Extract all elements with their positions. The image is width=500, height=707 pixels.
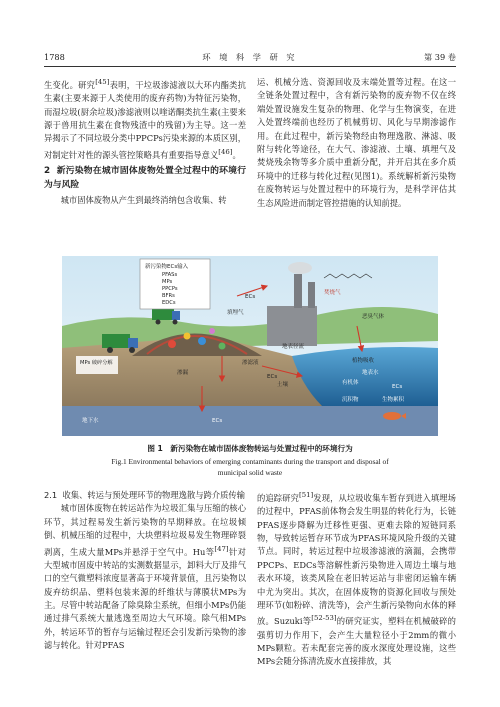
svg-text:BFRs: BFRs (162, 293, 175, 299)
citation[interactable]: [52-53] (311, 614, 337, 623)
figure-ref[interactable]: 1 (370, 170, 377, 181)
chimney (308, 282, 315, 308)
subsection-heading: 2.1 收集、转运与预处理环节的物理逸散与跨介质传输 (44, 490, 246, 500)
chimney (294, 274, 302, 308)
fig-label-inputs: 新污染物ECs输入 (145, 264, 189, 270)
figure-illustration (62, 256, 438, 436)
citation[interactable]: [51] (299, 491, 314, 499)
svg-text:MPs: MPs (162, 279, 173, 285)
section-heading: 2 新污染物在城市固体废物处置全过程中的环境行为与风险 (44, 165, 246, 190)
svg-text:地下水: 地下水 (82, 418, 99, 424)
smoke (288, 262, 312, 274)
svg-text:地表水: 地表水 (362, 370, 379, 376)
svg-text:ECs: ECs (392, 384, 403, 390)
figure-caption-cn: 图 1 新污染物在城市固体废物转运与处置过程中的环境行为 (147, 444, 353, 453)
svg-text:地表径流: 地表径流 (282, 344, 305, 350)
svg-text:MPs 破碎分解: MPs 破碎分解 (80, 360, 113, 366)
citation[interactable]: [47] (214, 544, 229, 553)
svg-text:ECs: ECs (267, 374, 278, 380)
svg-text:EDCs: EDCs (162, 300, 176, 306)
svg-text:渗滤液: 渗滤液 (242, 360, 259, 366)
svg-text:生物累积: 生物累积 (382, 397, 405, 403)
left-column-bottom (44, 489, 246, 653)
volume-label: 第 39 卷 (424, 52, 456, 62)
svg-text:沉积物: 沉积物 (342, 397, 359, 403)
fish-icon (383, 412, 401, 420)
svg-text:ECs: ECs (245, 294, 256, 300)
paragraph: 的追踪研究[51]发现，从垃圾收集车暂存到进入填埋场的过程中，PFAS前体物会发生明显的转化行为，长链PFAS逐步降解为迁移性更强、更难去除的短链同系物，导致转运暂存环节成为PFAS环境风险升级的关键节点。同时，转运过程中垃圾渗滤液的滴漏，会携带PPCPs、EDCs等溶解性新污染物进入周边土壤与地表水环境，该类风险在老旧转运站与非密闭运输车辆中尤为突出。其次，在固体废物的资源化回收与预处理环节(如粉碎、清洗等)，会产生新污染物向水体的释放。Suzuki等[52-53]的研究证实，塑料在机械破碎的强剪切力作用下，会产生大量粒径小于2mm的微小MPs颗粒。若未配套完善的废水深度处理设施，这些MPs会随分拣清洗废水直接排放，其 (257, 491, 456, 667)
fig-label-incineration: 焚烧气 (324, 290, 341, 296)
citation[interactable]: [45] (95, 78, 110, 86)
right-column-bottom (257, 489, 456, 669)
page-number: 1788 (44, 52, 65, 62)
paragraph: 城市固体废物从产生到最终消纳包含收集、转 (60, 195, 227, 206)
running-header (44, 51, 456, 65)
citation[interactable]: [46] (218, 147, 233, 156)
svg-text:ECs: ECs (212, 418, 223, 424)
right-column-top (257, 76, 456, 210)
groundwater-layer (62, 406, 438, 436)
svg-text:土壤: 土壤 (277, 382, 289, 388)
left-column-top (44, 76, 246, 208)
incinerator (267, 306, 317, 346)
svg-text:PPCPs: PPCPs (162, 286, 178, 292)
svg-text:填埋气: 填埋气 (227, 310, 244, 316)
svg-text:PFASs: PFASs (162, 272, 178, 278)
paragraph: 运、机械分选、资源回收及末端处置等过程。在这一全链条处置过程中，含有新污染物的废弃物不仅在终端处置设施发生复杂的物理、化学与生物演变，在进入处置终端前也经历了机械剪切、风化与早期渗滤作用。在此过程中，新污染物经由物理逸散、淋滤、吸附与转化等途径，在大气、渗滤液、土壤、填埋气及焚烧残余物等多介质中重新分配，并开启其在多介质环境中的迁移与转化过程(见图1)。系统解析新污染物在废物转运与处置过程中的环境行为，是科学评估其生态风险进而制定管控措施的认知前提。 (257, 77, 456, 208)
header-rule (44, 66, 456, 67)
svg-text:有机体: 有机体 (342, 380, 359, 386)
paragraph: 城市固体废物在转运站作为垃圾汇集与压缩的核心环节，其过程易发生新污染物的早期释放。在垃圾倾倒、机械压缩的过程中，大块塑料垃圾易发生物理碎裂剥离，生成大量MPs并悬浮于空气中。Hu等[47]针对大型城市固废中转站的实测数据显示，卸料大厅及排气口的空气微塑料浓度显著高于环境背景值，且污染物以废弃纺织品、塑料包装来源的纤维状与薄膜状MPs为主。尽管中转站配备了除臭除尘系统，但细小MPs仍能通过排气系统大量逃逸至周边大气环境。除气相MPs外，转运环节的暂存与运输过程还会引发新污染物的渗滤与转化。针对PFAS (44, 503, 246, 651)
garbage-truck (102, 334, 130, 348)
svg-text:渗漏: 渗漏 (177, 370, 189, 376)
svg-text:植物吸收: 植物吸收 (352, 358, 375, 364)
svg-text:恶臭气体: 恶臭气体 (362, 314, 385, 320)
garbage-truck (152, 308, 174, 320)
figure-caption-en: Fig.1 Environmental behaviors of emerging contaminants during the transport and disposal of municipal solid waste (111, 457, 389, 477)
figure-1 (62, 256, 438, 436)
journal-title: 环 境 科 学 研 究 (202, 52, 298, 62)
paragraph: 生变化。研究[45]表明，干垃圾渗滤液以大环内酯类抗生素(主要来源于人类使用的废弃药物)为特征污染物，而湿垃圾(厨余垃圾)渗滤液则以喹诺酮类抗生素(主要来源于兽用抗生素在食物残渣中的残留)为主导。这一差异揭示了不同垃圾分类中PPCPs污染来源的本质区别，对制定针对性的源头管控策略具有重要指导意义[46]。 (44, 78, 246, 160)
